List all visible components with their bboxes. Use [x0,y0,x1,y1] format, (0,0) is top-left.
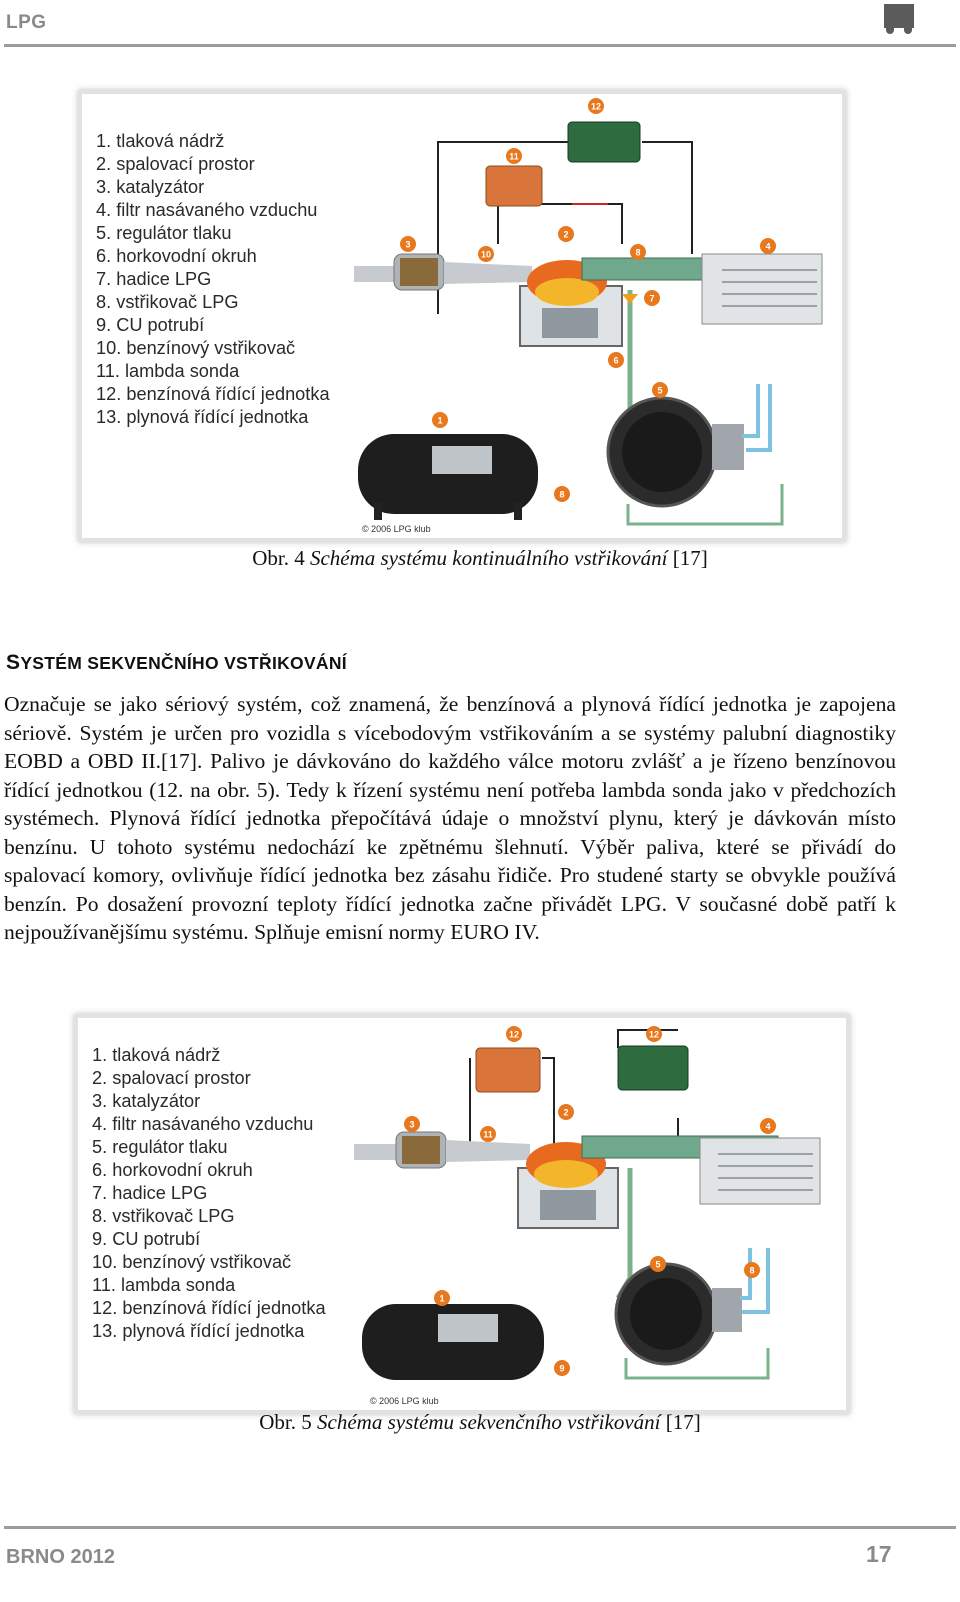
component-marker-label: 12 [508,1029,520,1040]
page-number: 17 [866,1541,892,1567]
legend-item: 6. horkovodní okruh [92,1160,253,1180]
component-marker-label: 11 [509,151,519,162]
legend-item: 1. tlaková nádrž [92,1045,221,1065]
component-marker-label: 7 [649,293,655,304]
caption-title: Schéma systému sekvenčního vstřikování [317,1410,661,1434]
caption-prefix: Obr. 4 [252,546,310,570]
legend-item: 10. benzínový vstřikovač [92,1252,292,1272]
component-marker-label: 12 [648,1029,660,1040]
footer-place-year: BRNO 2012 [6,1546,115,1568]
legend-item: 4. filtr nasávaného vzduchu [92,1114,314,1134]
component-marker-label: 2 [563,1107,569,1118]
legend-item: 4. filtr nasávaného vzduchu [96,200,318,220]
figure-caption [0,546,960,571]
component-marker-label: 5 [655,1259,661,1270]
component-marker-label: 5 [657,385,663,396]
legend-item: 5. regulátor tlaku [96,223,232,243]
running-header: LPG [6,12,47,33]
legend-item: 1. tlaková nádrž [96,131,225,151]
component-marker-label: 4 [765,241,771,252]
component-marker-label: 3 [405,239,411,250]
component-marker-label: 4 [765,1121,771,1132]
legend-item: 9. CU potrubí [96,315,205,335]
legend-item: 12. benzínová řídící jednotka [92,1298,326,1318]
legend-item: 8. vstřikovač LPG [96,292,239,312]
component-marker-label: 8 [635,247,641,258]
caption-prefix: Obr. 5 [259,1410,318,1434]
header-rule [4,44,956,47]
legend-item: 2. spalovací prostor [92,1068,251,1088]
legend-item: 11. lambda sonda [96,361,240,381]
component-marker-label: 1 [439,1293,445,1304]
component-marker-label: 2 [563,229,569,240]
university-logo-icon [884,4,914,28]
legend-item: 3. katalyzátor [92,1091,201,1111]
legend-item: 10. benzínový vstřikovač [96,338,296,358]
caption-ref: [17] [667,546,708,570]
component-marker-label: 3 [409,1119,415,1130]
component-marker-label: 12 [590,101,602,112]
component-marker-label: 9 [559,1363,565,1374]
copyright-note: © 2006 LPG klub [370,1396,439,1406]
component-marker-label: 10 [480,249,492,260]
legend-item: 6. horkovodní okruh [96,246,257,266]
component-marker-label: 11 [483,1129,493,1140]
section-paragraph: Označuje se jako sériový systém, což znamená, že benzínová a plynová řídící jednotka je zapojena sériově. Systém je určen pro vozidla s vícebodovým vstřikováním a se systémy palubní diagnostiky EOBD a OBD II.[17]. Palivo je dávkováno do každého válce motoru zvlášť a je řízeno benzínovou řídící jednotkou (12. na obr. 5). Tedy k řízení systému není potřeba lambda sonda jako v předchozích systémech. Plynová řídící jednotka přepočítává údaje o množství plynu, který je dávkován místo benzínu. U tohoto systému nedochází ke zpětnému šlehnutí. Výběr paliva, které se přivádí do spalovací komory, ovlivňuje řídící jednotka bez zásahu řidiče. Pro studené starty se obvykle používá benzín. Po dosažení provozní teploty řídící jednotka začne přivádět LPG. V současné době patří k nejpoužívanějšímu systému. Splňuje emisní normy EURO IV. [4,692,896,944]
system-schematic-illustration [82,94,842,538]
component-marker-label: 1 [437,415,443,426]
legend-item: 13. plynová řídící jednotka [96,407,309,427]
heading-initial: S [6,651,21,674]
legend-item: 12. benzínová řídící jednotka [96,384,330,404]
copyright-note: © 2006 LPG klub [362,524,431,534]
legend-item: 2. spalovací prostor [96,154,255,174]
component-marker-label: 6 [613,355,619,366]
legend-item: 8. vstřikovač LPG [92,1206,235,1226]
component-marker-label: 8 [559,489,565,500]
legend-item: 11. lambda sonda [92,1275,236,1295]
legend-item: 3. katalyzátor [96,177,205,197]
caption-ref: [17] [660,1410,701,1434]
figure-continuous-injection [78,90,846,542]
section-heading [6,651,347,675]
legend-item: 7. hadice LPG [92,1183,208,1203]
legend-item: 7. hadice LPG [96,269,212,289]
footer-rule [4,1526,956,1529]
system-schematic-illustration [78,1018,846,1410]
caption-title: Schéma systému kontinuálního vstřikování [309,546,668,570]
figure-caption [0,1410,960,1435]
legend-item: 9. CU potrubí [92,1229,201,1249]
heading-rest: YSTÉM SEKVENČNÍHO VSTŘIKOVÁNÍ [20,653,347,673]
figure-sequential-injection [74,1014,850,1414]
legend-item: 5. regulátor tlaku [92,1137,228,1157]
legend-item: 13. plynová řídící jednotka [92,1321,305,1341]
component-marker-label: 8 [749,1265,755,1276]
